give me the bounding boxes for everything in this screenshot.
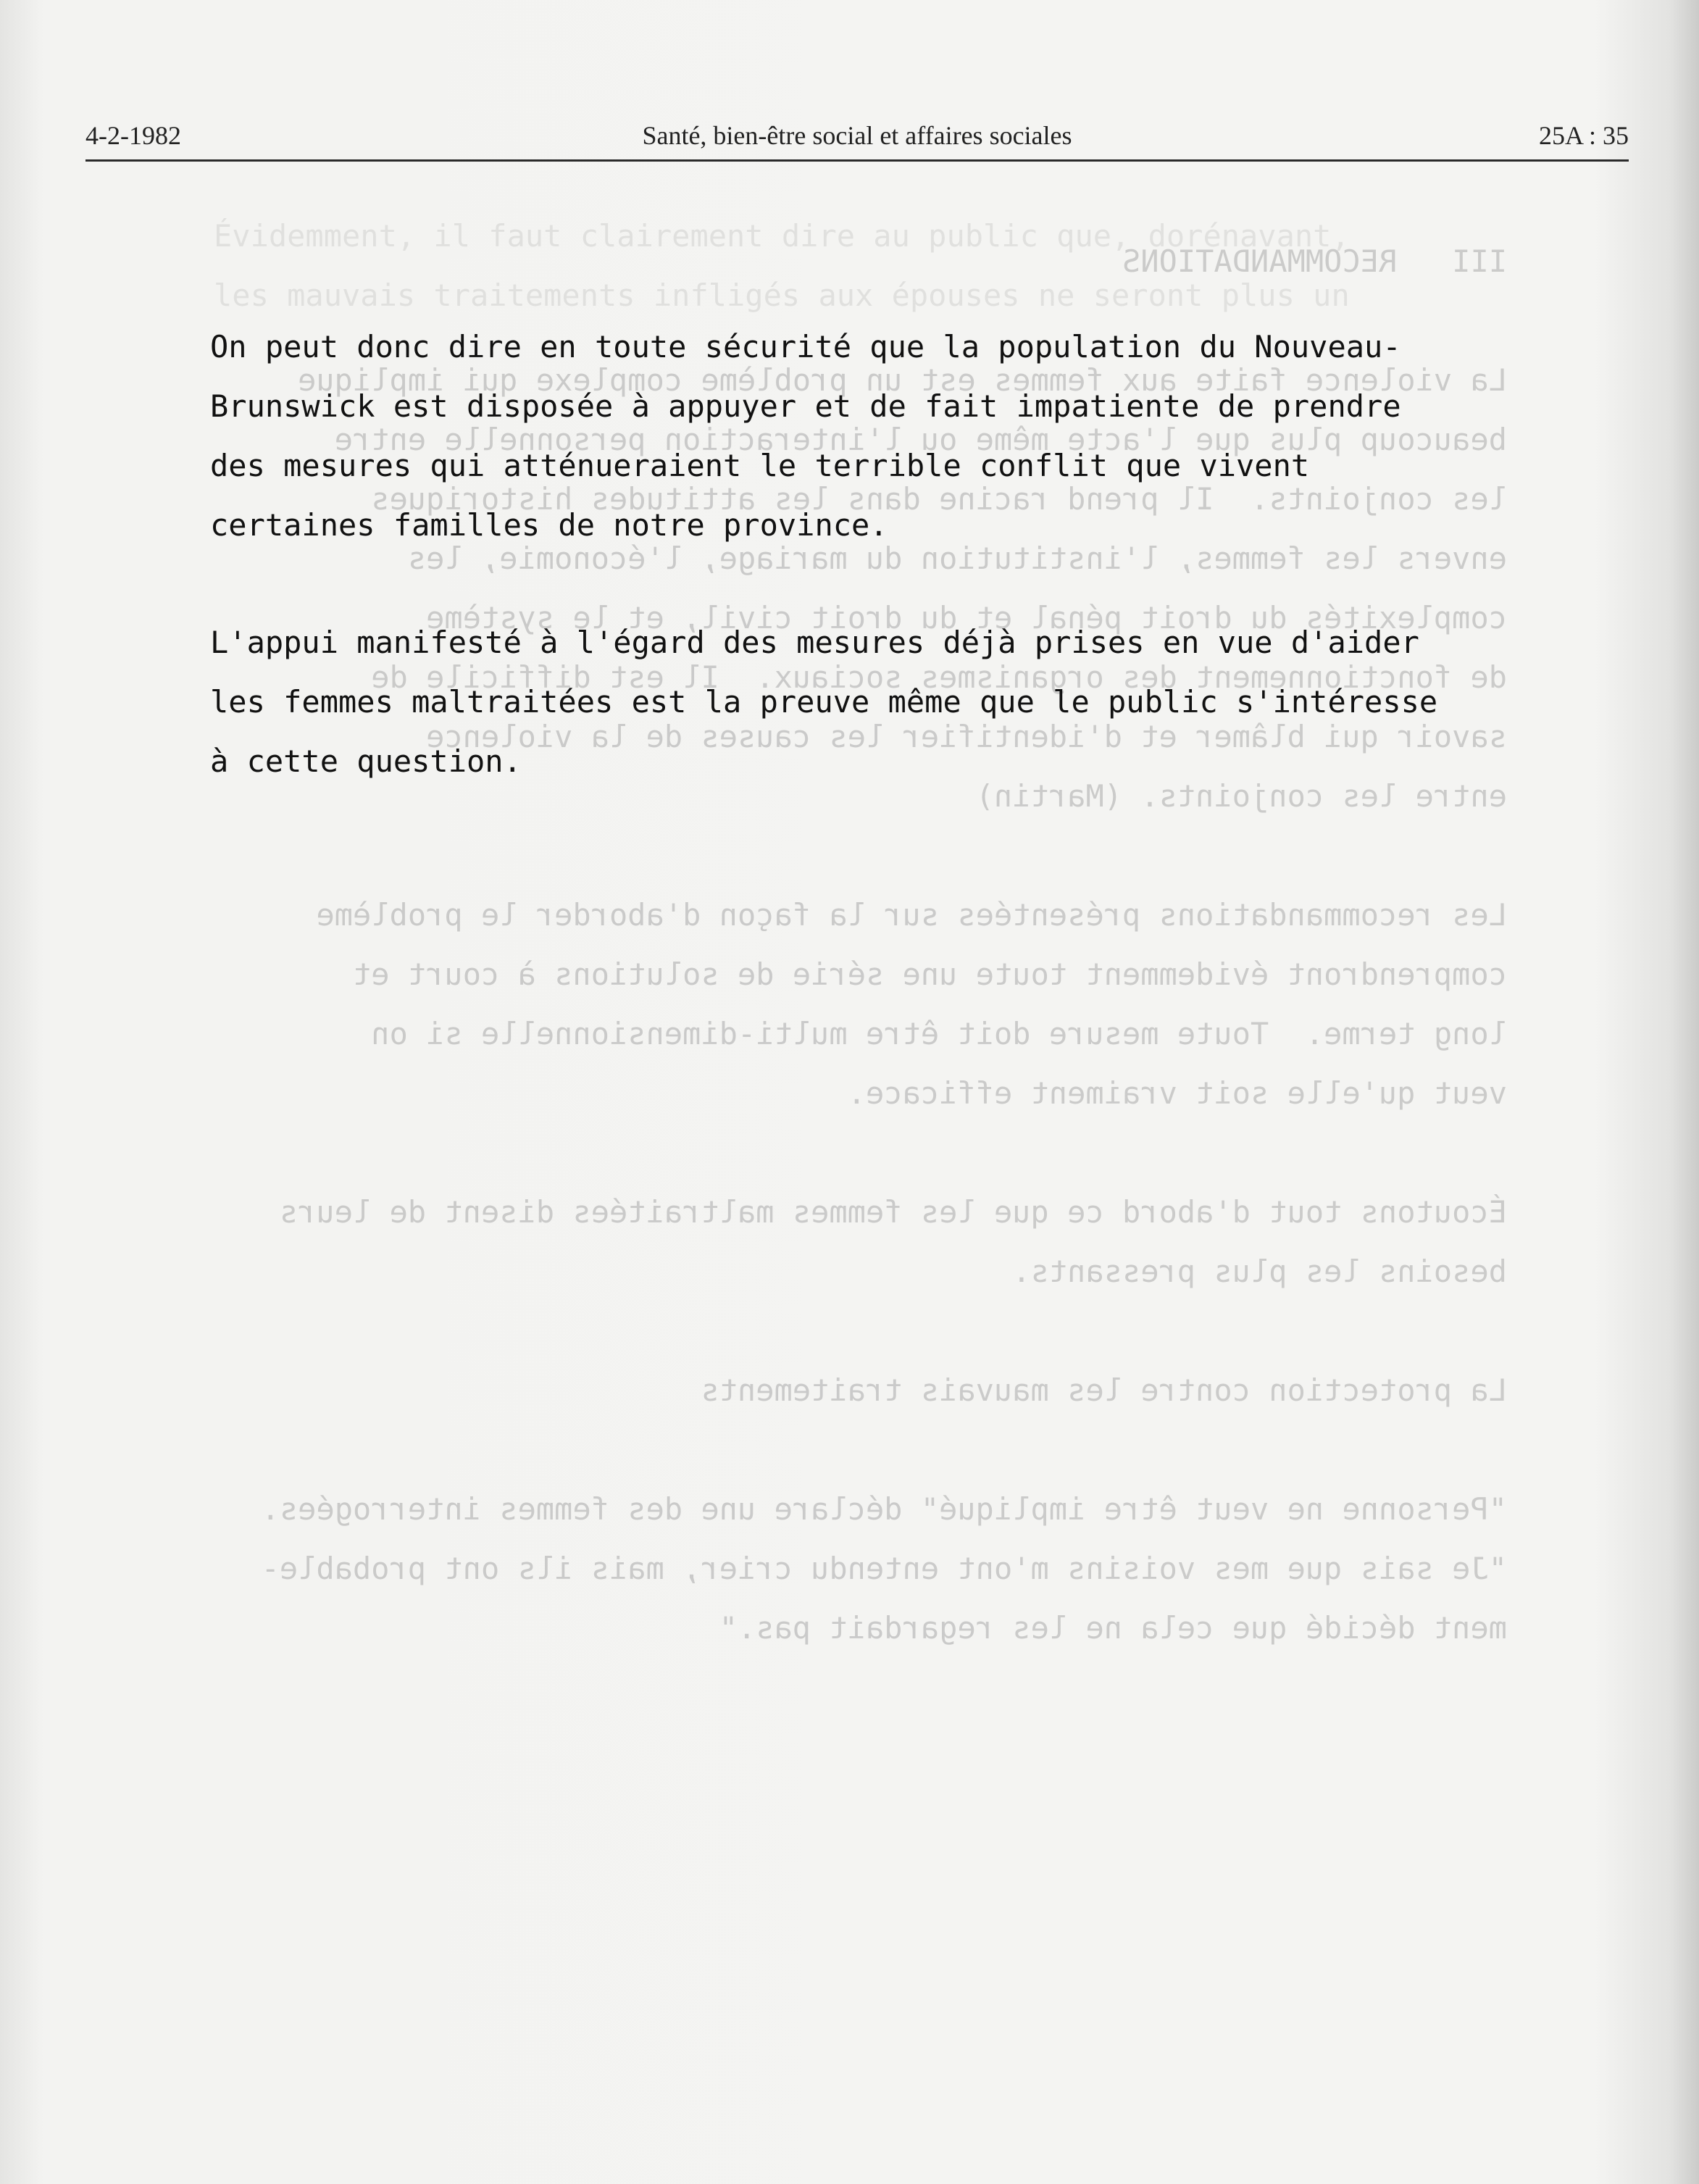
header-page-number: 25A : 35 [1538, 121, 1629, 150]
page-edge-shadow [1670, 0, 1699, 2184]
header-date: 4-2-1982 [85, 121, 181, 150]
header-title: Santé, bien-être social et affaires sociales [642, 121, 1072, 150]
bleed-through-text: III RECOMMANDATIONS La violence faite aux femmes est un problème complexe qui implique beaucoup plus que l'acte même ou l'interaction personnelle entre les conjoints. Il prend racine dans les attitudes historiques envers les femmes, l'institution du mariage, l'économie, les complexités du droit pénal et du droit civil, et le système de fonctionnement des organismes sociaux. Il est difficile de savoir qui blâmer et d'identifier les causes de la violence entre les conjoints. (Martin) Les recommandations présentées sur la façon d'aborder le problème comprendront évidemment toute une série de solutions à court et long terme. Toute mesure doit être multi-dimensionnelle si on veut qu'elle soit vraiment efficace. Écoutons tout d'abord ce que les femmes maltraitées disent de leurs besoins les plus pressants. La protection contre les mauvais traitements "Personne ne veut être impliqué" déclare une des femmes interrogées. "Je sais que mes voisins m'ont entendu crier, mais ils ont probable- ment décidé que cela ne les regardait pas." [261, 243, 1507, 1646]
main-text [210, 317, 1514, 849]
faint-underlying-text: Évidemment, il faut clairement dire au public que, dorénavant, les mauvais traitements infligés aux épouses ne seront plus un [214, 218, 1350, 313]
paragraph: L'appui manifesté à l'égard des mesures déjà prises en vue d'aider les femmes maltraitées est la preuve même que le public s'intéresse à cette question. [210, 625, 1438, 779]
page-header [85, 116, 1629, 162]
paragraph: On peut donc dire en toute sécurité que la population du Nouveau- Brunswick est disposée à appuyer et de fait impatiente de prendre des mesures qui atténueraient le terrible conflit que vivent certaines familles de notre province. [210, 329, 1401, 543]
